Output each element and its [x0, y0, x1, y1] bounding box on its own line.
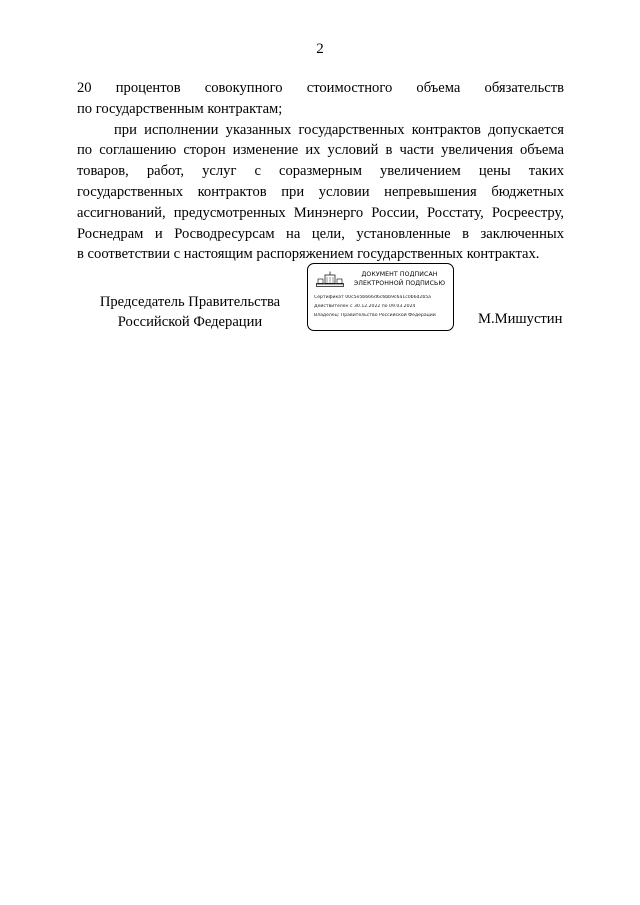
paragraph-line: по соглашению сторон изменение их условий в части увеличения объема — [77, 142, 564, 159]
paragraph-line: 20 процентов совокупного стоимостного объема обязательств — [77, 80, 564, 96]
stamp-validity: Действителен с 30.12.2022 по 09.03.2024 — [314, 304, 416, 309]
paragraph-line: при исполнении указанных государственных контрактов допускается — [114, 121, 564, 138]
paragraph-line: государственных контрактов при условии непревышения бюджетных — [77, 183, 564, 200]
stamp-owner: Владелец: Правительство Российской Федерации — [314, 313, 436, 318]
page-number: 2 — [316, 41, 324, 57]
stamp-certificate: Сертификат 00c5e5b666d6c6bb9c6a1c0b6d2b5a — [314, 295, 431, 300]
electronic-signature-stamp — [307, 263, 454, 331]
paragraph-line: ассигнований, предусмотренных Минэнерго России, Росстату, Росреестру, — [77, 204, 564, 221]
emblem-icon — [316, 271, 344, 287]
signer-position — [90, 292, 290, 332]
stamp-title-line: ЭЛЕКТРОННОЙ ПОДПИСЬЮ — [353, 279, 446, 287]
stamp-title — [348, 271, 451, 288]
paragraph-line: по государственным контрактам; — [77, 100, 283, 117]
paragraph-line: в соответствии с настоящим распоряжением государственных контрактах. — [77, 246, 540, 263]
document-body — [77, 78, 564, 265]
signer-position-line: Российской Федерации — [117, 314, 263, 330]
paragraph-line: Роснедрам и Росводресурсам на цели, установленные в заключенных — [77, 225, 564, 242]
paragraph-line: товаров, работ, услуг с соразмерным увеличением цены таких — [77, 163, 564, 180]
signer-position-line: Председатель Правительства — [99, 294, 281, 310]
signer-name: М.Мишустин — [478, 311, 563, 327]
stamp-title-line: ДОКУМЕНТ ПОДПИСАН — [361, 271, 438, 278]
